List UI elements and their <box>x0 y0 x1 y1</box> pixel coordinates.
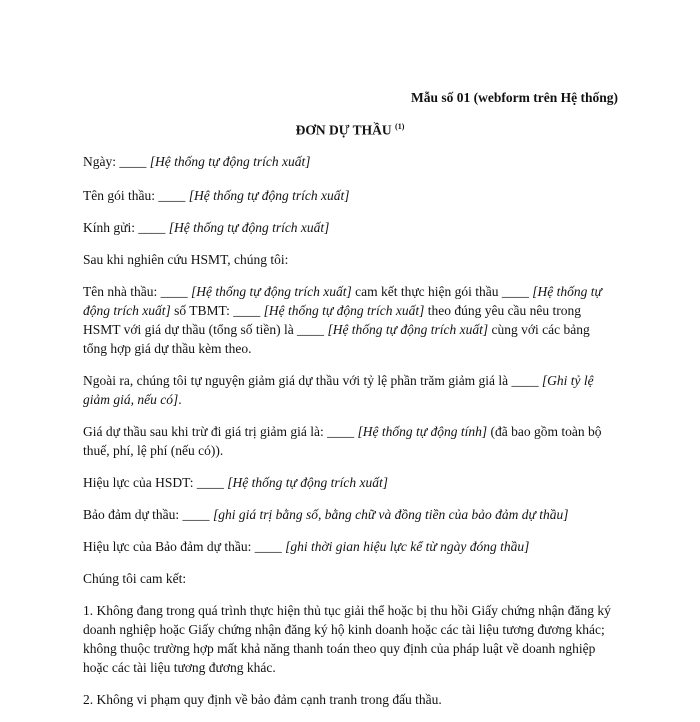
commit-heading: Chúng tôi cam kết: <box>83 571 187 586</box>
kinh-gui-label: Kính gửi: ____ <box>83 220 169 235</box>
field-ten-goi-thau <box>83 186 615 205</box>
guarantee-validity-label: Hiệu lực của Bảo đảm dự thầu: ____ <box>83 539 286 554</box>
discount-text-2: . <box>178 392 182 407</box>
title-text: ĐƠN DỰ THẦU <box>295 122 392 138</box>
ngay-label: Ngày: ____ <box>83 154 150 169</box>
kinh-gui-value: [Hệ thống tự động trích xuất] <box>168 220 330 235</box>
ten-goi-value: [Hệ thống tự động trích xuất] <box>188 188 350 203</box>
commit-text-5: cùng với các bảng tổng hợp giá dự thầu kèm theo. <box>83 322 590 356</box>
commit-text-1: Tên nhà thầu: ____ <box>83 284 191 299</box>
discount-text-1: Ngoài ra, chúng tôi tự nguyện giảm giá dự thầu với tỷ lệ phần trăm giảm giá là ____ <box>83 373 542 388</box>
form-number: Mẫu số 01 (webform trên Hệ thống) <box>411 90 618 105</box>
ten-goi-label: Tên gói thầu: ____ <box>83 188 189 203</box>
field-kinh-gui <box>83 218 615 237</box>
field-ngay <box>83 152 615 171</box>
discount-paragraph <box>83 371 615 409</box>
validity-value: [Hệ thống tự động trích xuất] <box>227 475 388 490</box>
commit-value-2: [Hệ thống tự động trích xuất] <box>83 284 602 318</box>
commitment-item: 2. Không vi phạm quy định về bảo đảm cạnh tranh trong đấu thầu. <box>83 692 442 707</box>
commit-text-3: số TBMT: ____ <box>170 303 264 318</box>
price-value: [Hệ thống tự động tính] <box>357 424 488 439</box>
discount-value: [Ghi tỷ lệ giảm giá, nếu có] <box>83 373 594 407</box>
guarantee-label: Bảo đảm dự thầu: ____ <box>83 507 213 522</box>
title-footnote: (1) <box>395 122 405 131</box>
document-body <box>83 152 615 722</box>
commit-value-4: [Hệ thống tự động trích xuất] <box>327 322 489 337</box>
commitment-item: 1. Không đang trong quá trình thực hiện thủ tục giải thể hoặc bị thu hồi Giấy chứng nhận đăng ký doanh nghiệp hoặc Giấy chứng nhận đăng ký hộ kinh doanh hoặc các tài liệu tương đương khác; không thuộc trường hợp mất khả năng thanh toán theo quy định của pháp luật về doanh nghiệp hoặc các tài liệu tương đương khác. <box>83 603 611 675</box>
ngay-value: [Hệ thống tự động trích xuất] <box>149 154 311 169</box>
guarantee-validity-value: [ghi thời gian hiệu lực kể từ ngày đóng thầu] <box>285 539 530 554</box>
commit-value-1: [Hệ thống tự động trích xuất] <box>190 284 352 299</box>
field-hieu-luc-bao-dam <box>83 537 615 556</box>
commit-paragraph <box>83 282 615 358</box>
validity-label: Hiệu lực của HSDT: ____ <box>83 475 228 490</box>
guarantee-value: [ghi giá trị bằng số, bằng chữ và đồng tiền của bảo đảm dự thầu] <box>212 507 569 522</box>
price-text-1: Giá dự thầu sau khi trừ đi giá trị giảm giá là: ____ <box>83 424 358 439</box>
commit-text-2: cam kết thực hiện gói thầu ____ <box>351 284 533 299</box>
document-title <box>0 122 700 139</box>
intro-text: Sau khi nghiên cứu HSMT, chúng tôi: <box>83 252 289 267</box>
field-hieu-luc-hsdt <box>83 473 615 492</box>
field-bao-dam-du-thau <box>83 505 615 524</box>
commit-value-3: [Hệ thống tự động trích xuất] <box>263 303 425 318</box>
price-text-2: (đã bao gồm toàn bộ thuế, phí, lệ phí (nếu có)). <box>83 424 602 458</box>
commit-text-4: theo đúng yêu cầu nêu trong HSMT với giá dự thầu (tổng số tiền) là ____ <box>83 303 582 337</box>
price-paragraph <box>83 422 615 460</box>
